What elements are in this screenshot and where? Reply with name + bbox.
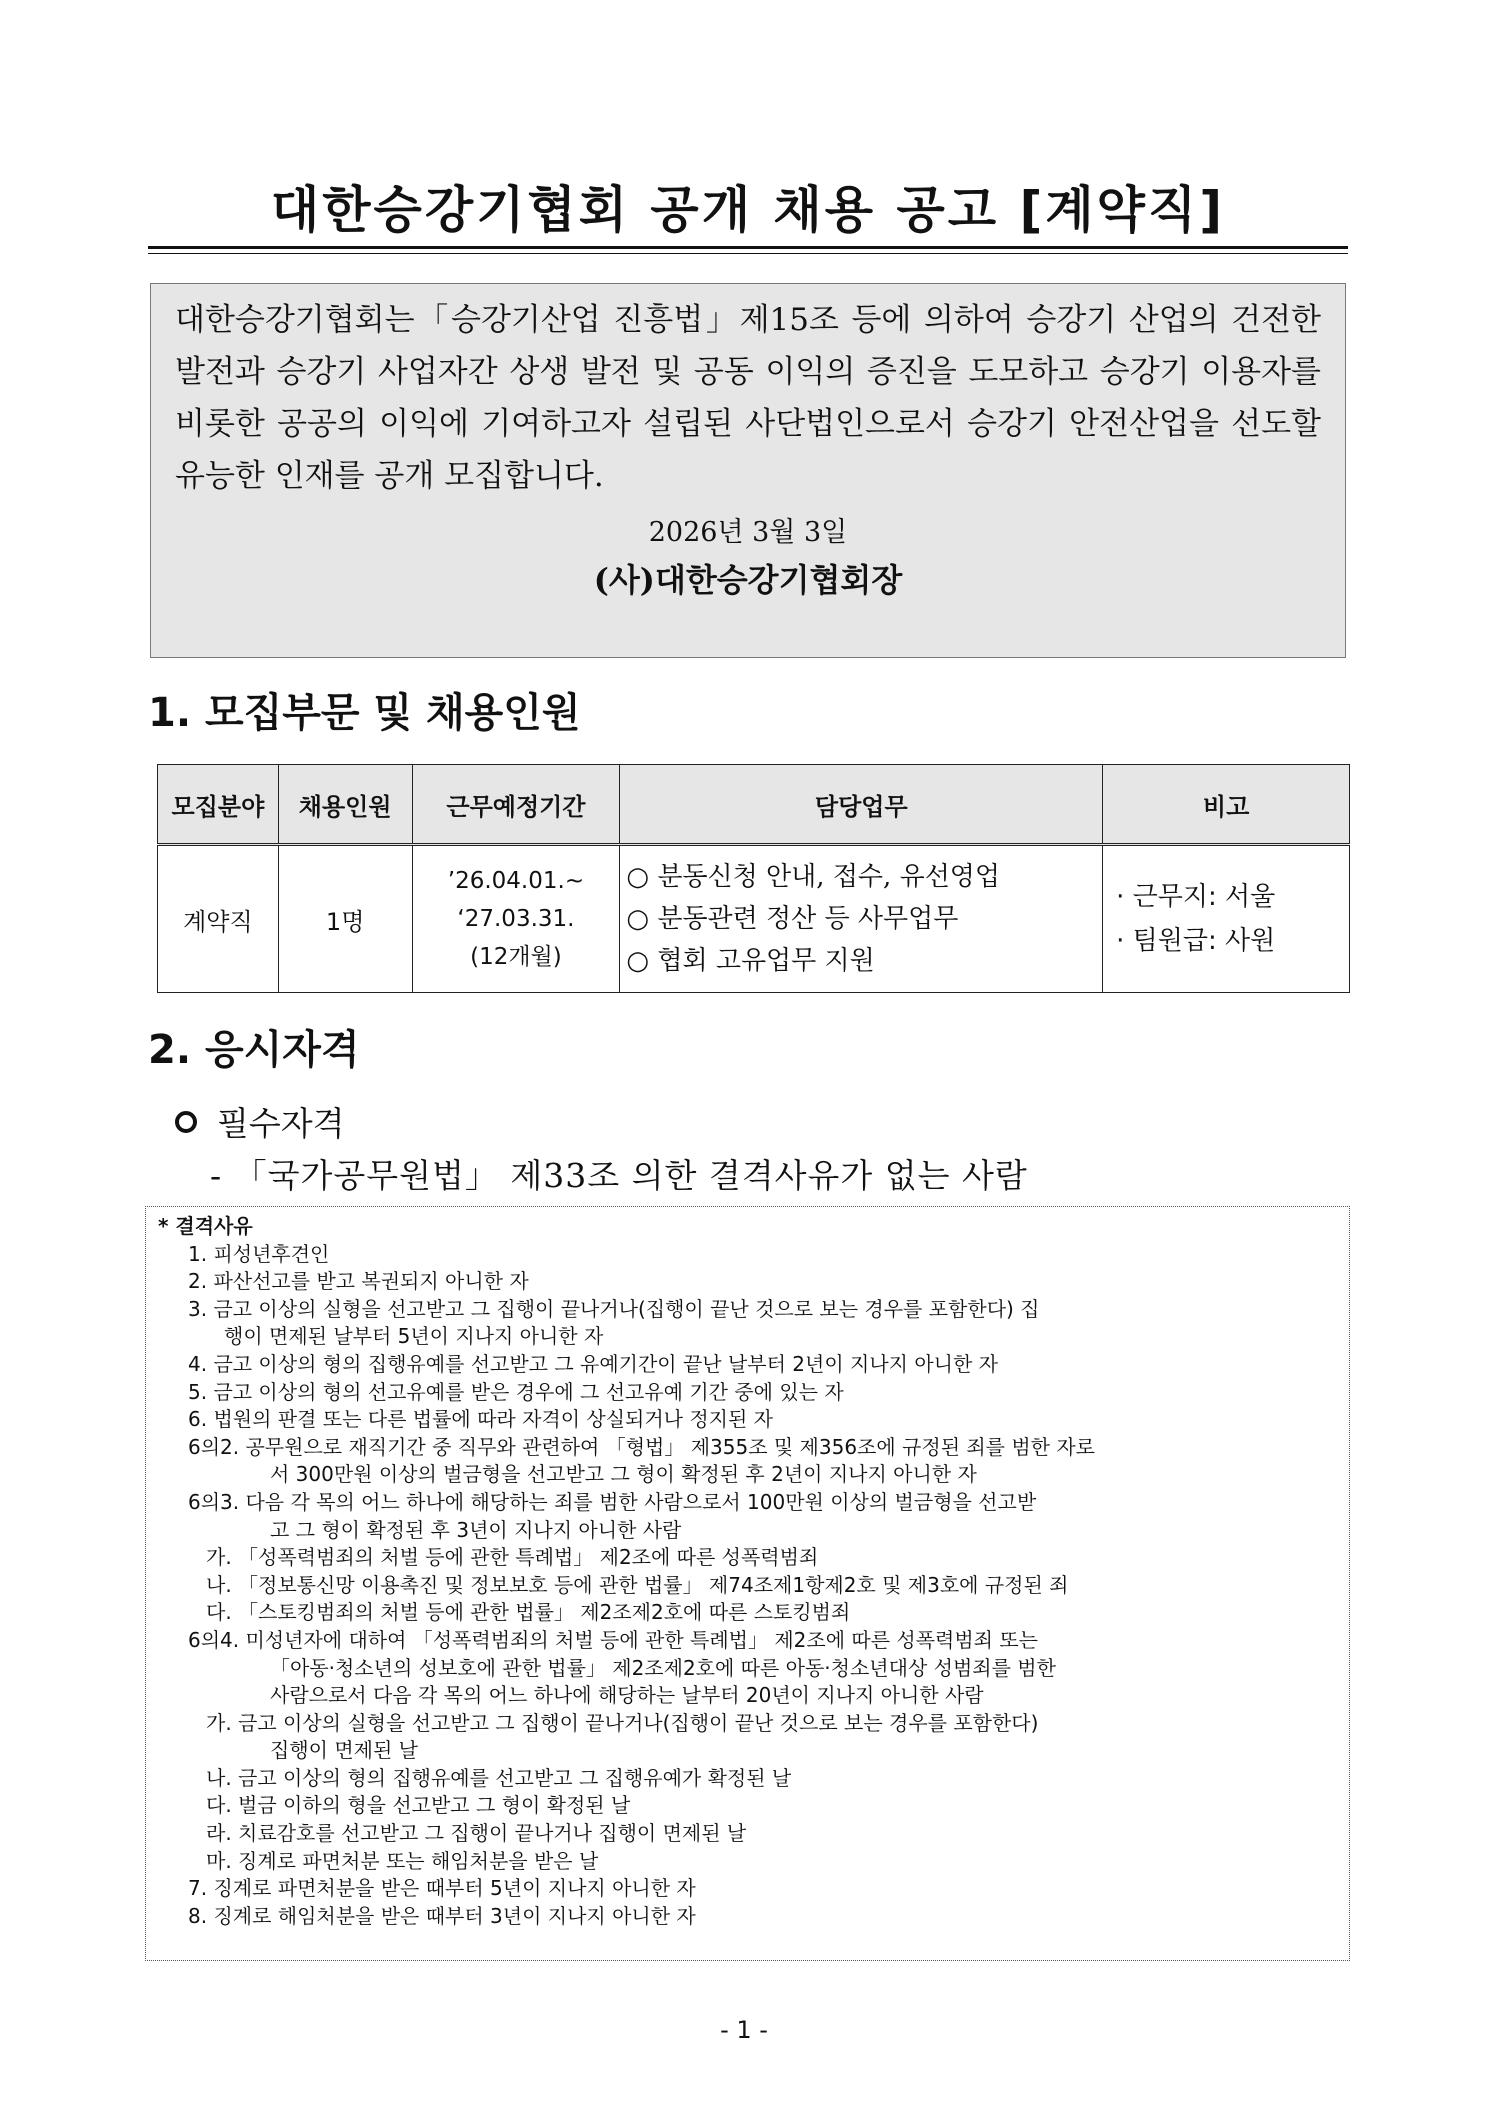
disqualification-line: 6의3. 다음 각 목의 어느 하나에 해당하는 죄를 범한 사람으로서 100만원 이상의 벌금형을 선고받: [188, 1489, 1037, 1514]
list-item: [158, 1792, 1339, 1820]
disqualification-line: 3. 금고 이상의 실형을 선고받고 그 집행이 끝나거나(집행이 끝난 것으로 보는 경우를 포함한다) 집: [188, 1296, 1040, 1321]
header-notes: 비고: [1103, 765, 1350, 845]
page-number: - 1 -: [720, 2016, 768, 2044]
duty-item: ○ 분동관련 정산 등 사무업무: [626, 904, 959, 934]
list-item: [158, 1268, 1339, 1296]
section-2-heading: 2. 응시자격: [148, 1027, 360, 1073]
disqualification-line: 8. 징계로 해임처분을 받은 때부터 3년이 지나지 아니한 자: [188, 1903, 696, 1928]
disqualification-line: 2. 파산선고를 받고 복권되지 아니한 자: [188, 1269, 529, 1294]
disqualification-line: 다. 벌금 이하의 형을 선고받고 그 형이 확정된 날: [206, 1793, 631, 1818]
list-item: [158, 1351, 1339, 1379]
disqualification-list: [158, 1241, 1339, 1931]
cell-count: 1명: [278, 845, 412, 993]
disqualification-line: 라. 치료감호를 선고받고 그 집행이 끝나거나 집행이 면제된 날: [206, 1821, 747, 1846]
section-1-heading: 1. 모집부문 및 채용인원: [148, 690, 581, 736]
disqualification-line: 7. 징계로 파면처분을 받은 때부터 5년이 지나지 아니한 자: [188, 1876, 696, 1901]
cell-duties: [620, 845, 1103, 993]
cell-field: 계약직: [158, 845, 279, 993]
announcement-signer: (사)대한승강기협회장: [593, 561, 903, 599]
period-end: ‘27.03.31.: [457, 906, 575, 932]
list-item: [158, 1710, 1339, 1765]
table-header-row: [158, 765, 1350, 845]
intro-paragraph: 대한승강기협회는「승강기산업 진흥법」제15조 등에 의하여 승강기 산업의 건전한 발전과 승강기 사업자간 상생 발전 및 공동 이익의 증진을 도모하고 승강기 이용자를 비롯한 공공의 이익에 기여하고자 설립된 사단법인으로서 승강기 안전산업을 선도할 유능한 인재를 공개 모집합니다.: [175, 302, 1321, 494]
list-item: [158, 1875, 1339, 1903]
cell-period: [412, 845, 620, 993]
duty-item: ○ 협회 고유업무 지원: [626, 946, 875, 976]
list-item: [158, 1903, 1339, 1931]
list-item: [158, 1848, 1339, 1876]
disqualification-line: 1. 피성년후견인: [188, 1241, 330, 1266]
disqualification-line: 6의2. 공무원으로 재직기간 중 직무와 관련하여 「형법」 제355조 및 제356조에 규정된 죄를 범한 자로: [188, 1434, 1095, 1459]
disqualification-line: 나. 「정보통신망 이용촉진 및 정보보호 등에 관한 법률」 제74조제1항제2호 및 제3호에 규정된 죄: [206, 1572, 1069, 1597]
recruitment-table: [157, 764, 1350, 993]
list-item: [158, 1572, 1339, 1600]
list-item: [158, 1820, 1339, 1848]
disqualification-box: [145, 1206, 1350, 1961]
disqualification-line: 5. 금고 이상의 형의 선고유예를 받은 경우에 그 선고유예 기간 중에 있는 자: [188, 1379, 844, 1404]
duty-item: ○ 분동신청 안내, 접수, 유선영업: [626, 862, 1001, 892]
note-item: · 근무지: 서울: [1116, 882, 1276, 912]
intro-box: [150, 283, 1346, 658]
required-qualification-heading: [175, 1098, 345, 1145]
title-underline-thin: [148, 253, 1348, 254]
disqualification-line: 가. 「성폭력범죄의 처벌 등에 관한 특례법」 제2조에 따른 성폭력범죄: [206, 1545, 819, 1570]
header-field: 모집분야: [158, 765, 279, 845]
list-item: [158, 1544, 1339, 1572]
disqualification-line: 나. 금고 이상의 형의 집행유예를 선고받고 그 집행유예가 확정된 날: [206, 1765, 792, 1790]
list-item: [158, 1406, 1339, 1434]
disqualification-line-continued: 고 그 형이 확정된 후 3년이 지나지 아니한 사람: [270, 1517, 682, 1542]
table-row: [158, 845, 1350, 993]
disqualification-line: 6의4. 미성년자에 대하여 「성폭력범죄의 처벌 등에 관한 특례법」 제2조에 따른 성폭력범죄 또는: [188, 1627, 1038, 1652]
document-title: 대한승강기협회 공개 채용 공고 [계약직]: [270, 181, 1226, 239]
list-item: [158, 1241, 1339, 1269]
disqualification-title: * 결격사유: [158, 1214, 253, 1238]
disqualification-line: 다. 「스토킹범죄의 처벌 등에 관한 법률」 제2조제2호에 따른 스토킹범죄: [206, 1600, 851, 1625]
disqualification-line: 4. 금고 이상의 형의 집행유예를 선고받고 그 유예기간이 끝난 날부터 2년이 지나지 아니한 자: [188, 1351, 998, 1376]
list-item: [158, 1489, 1339, 1544]
title-underline-thick: [148, 246, 1348, 249]
disqualification-line-continued: 사람으로서 다음 각 목의 어느 하나에 해당하는 날부터 20년이 지나지 아니한 사람: [270, 1683, 984, 1708]
period-start: ’26.04.01.~: [447, 868, 585, 894]
list-item: [158, 1599, 1339, 1627]
disqualification-line-continued: 서 300만원 이상의 벌금형을 선고받고 그 형이 확정된 후 2년이 지나지 아니한 자: [270, 1462, 977, 1487]
announcement-date: 2026년 3월 3일: [648, 517, 848, 548]
list-item: [158, 1765, 1339, 1793]
header-duties: 담당업무: [620, 765, 1103, 845]
period-duration: (12개월): [470, 944, 562, 970]
required-qualification-label: 필수자격: [217, 1104, 345, 1143]
disqualification-line: 6. 법원의 판결 또는 다른 법률에 따라 자격이 상실되거나 정지된 자: [188, 1407, 773, 1432]
disqualification-line: 가. 금고 이상의 실형을 선고받고 그 집행이 끝나거나(집행이 끝난 것으로 보는 경우를 포함한다): [206, 1710, 1039, 1735]
circle-bullet-icon: [175, 1111, 197, 1133]
list-item: [158, 1627, 1339, 1710]
list-item: [158, 1296, 1339, 1351]
list-item: [158, 1379, 1339, 1407]
header-count: 채용인원: [278, 765, 412, 845]
disqualification-line: 마. 징계로 파면처분 또는 해임처분을 받은 날: [206, 1848, 599, 1873]
note-item: · 팀원급: 사원: [1116, 926, 1276, 956]
cell-notes: [1103, 845, 1350, 993]
disqualification-line-continued: 「아동·청소년의 성보호에 관한 법률」 제2조제2호에 따른 아동·청소년대상 성범죄를 범한: [270, 1655, 1056, 1680]
header-period: 근무예정기간: [412, 765, 620, 845]
disqualification-line-continued: 행이 면제된 날부터 5년이 지나지 아니한 자: [224, 1324, 604, 1349]
disqualification-line-continued: 집행이 면제된 날: [270, 1738, 418, 1763]
list-item: [158, 1434, 1339, 1489]
requirement-text: - 「국가공무원법」 제33조 의한 결격사유가 없는 사람: [210, 1156, 1028, 1195]
